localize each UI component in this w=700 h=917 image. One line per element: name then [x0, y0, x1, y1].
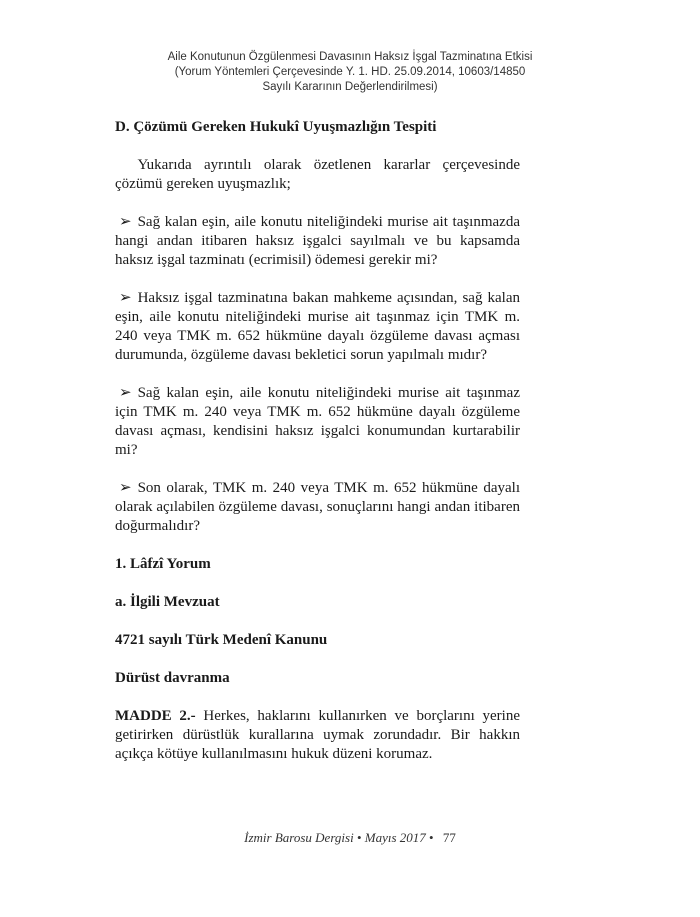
article-paragraph [115, 707, 520, 764]
page-footer [100, 830, 600, 846]
intro-text: Yukarıda ayrıntılı olarak özetlenen kararlar çerçevesinde çözümü gereken uyuşmazlık; [115, 157, 520, 192]
subheading-literal-interpretation: 1. Lâfzî Yorum [115, 556, 211, 572]
indent [115, 157, 138, 173]
page-number: 77 [442, 830, 456, 845]
header-line-1: Aile Konutunun Özgülenmesi Davasının Haksız İşgal Tazminatına Etkisi [167, 51, 533, 63]
bullet-item-4 [115, 479, 520, 536]
arrow-bullet-icon: ➢ [119, 480, 132, 496]
issue-date: Mayıs 2017 [364, 830, 426, 845]
subheading-civil-code: 4721 sayılı Türk Medenî Kanunu [115, 632, 328, 648]
bullet-text-3: Sağ kalan eşin, aile konutu niteliğindeki murise ait taşınmaz için TMK m. 240 veya TMK m. 652 hükmüne dayalı özgüleme davası açması, kendisini haksız işgalci konumundan kurtarabilir mi? [115, 385, 520, 458]
subheading-relevant-legislation: a. İlgili Mevzuat [115, 594, 220, 610]
bullet-text-2: Haksız işgal tazminatına bakan mahkeme açısından, sağ kalan eşin, aile konutu niteliğindeki murise ait taşınmaz için TMK m. 240 veya TMK m. 652 hükmüne dayalı özgüleme davası açması durumunda, özgüleme davası bekletici sorun yapılmalı mıdır? [115, 290, 520, 363]
article-text: Herkes, haklarını kullanırken ve borçlarını yerine getirirken dürüstlük kurallarına uymak zorundadır. Bir hakkın açıkça kötüye kullanılmasını hukuk düzeni korumaz. [115, 708, 520, 762]
bullet-text-4: Son olarak, TMK m. 240 veya TMK m. 652 hükmüne dayalı olarak açılabilen özgüleme davası, sonuçlarını hangi andan itibaren doğurmalıdır? [115, 480, 520, 534]
subheading-good-faith: Dürüst davranma [115, 670, 230, 686]
section-heading: D. Çözümü Gereken Hukukî Uyuşmazlığın Tespiti [115, 119, 437, 135]
body-text [115, 118, 520, 764]
footer-separator: • [356, 830, 362, 845]
header-line-2: (Yorum Yöntemleri Çerçevesinde Y. 1. HD. 25.09.2014, 10603/14850 [174, 66, 526, 78]
bullet-item-2 [115, 289, 520, 365]
header-line-3: Sayılı Kararının Değerlendirilmesi) [262, 81, 438, 93]
arrow-bullet-icon: ➢ [119, 214, 132, 230]
bullet-text-1: Sağ kalan eşin, aile konutu niteliğindeki murise ait taşınmazda hangi andan itibaren haksız işgalci sayılmalı ve bu kapsamda haksız işgal tazminatı (ecrimisil) ödemesi gerekir mi? [115, 214, 520, 268]
journal-name: İzmir Barosu Dergisi [244, 830, 354, 845]
arrow-bullet-icon: ➢ [119, 385, 132, 401]
bullet-item-1 [115, 213, 520, 270]
intro-paragraph [115, 156, 520, 194]
running-header [100, 50, 600, 95]
bullet-item-3 [115, 384, 520, 460]
article-label: MADDE 2.- [115, 708, 196, 724]
arrow-bullet-icon: ➢ [119, 290, 132, 306]
footer-separator: • [429, 830, 434, 845]
